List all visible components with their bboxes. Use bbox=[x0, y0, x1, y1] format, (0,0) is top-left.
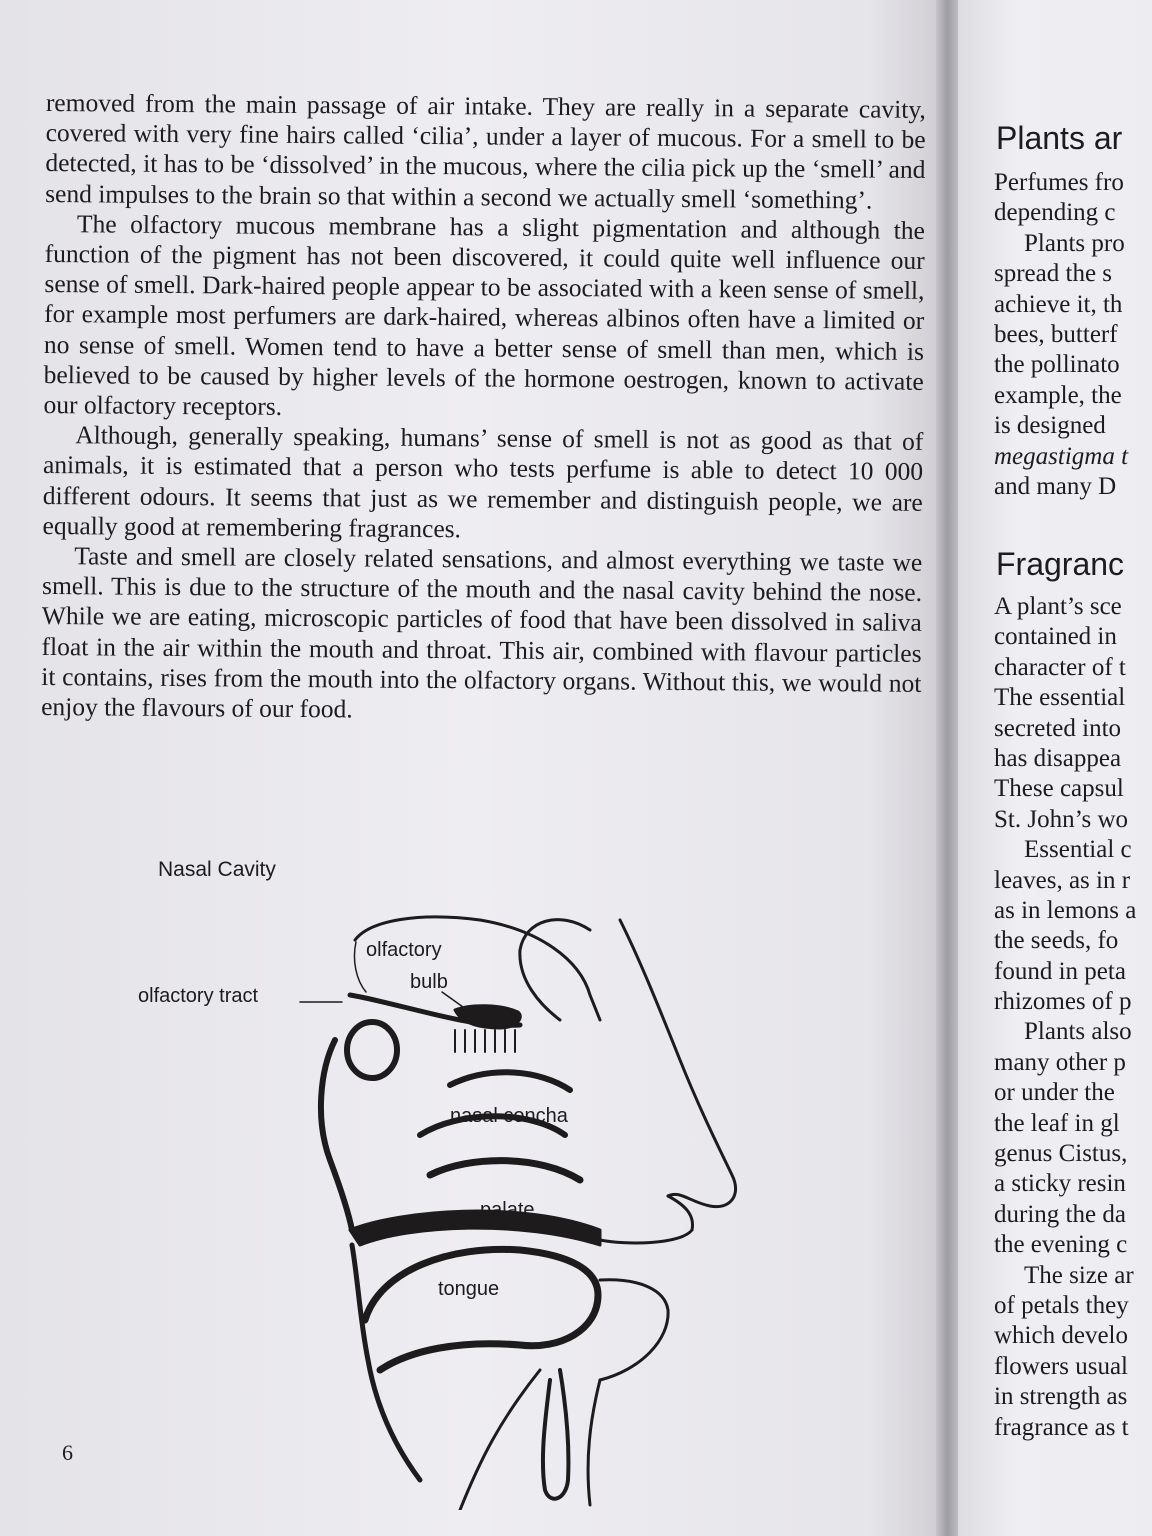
right-line: the leaf in gl bbox=[994, 1109, 1120, 1137]
right-line: which develo bbox=[994, 1322, 1128, 1350]
upper-lip bbox=[600, 1230, 692, 1243]
right-line: leaves, as in r bbox=[994, 866, 1131, 894]
right-line: and many D bbox=[994, 472, 1117, 500]
right-line: spread the s bbox=[994, 260, 1113, 288]
right-line: contained in bbox=[994, 623, 1117, 651]
right-line: has disappea bbox=[994, 744, 1122, 772]
right-line: depending c bbox=[994, 199, 1116, 227]
right-line: Perfumes fro bbox=[994, 169, 1124, 196]
right-line: flowers usual bbox=[994, 1352, 1128, 1380]
right-line: the evening c bbox=[994, 1231, 1128, 1259]
paragraph-4: Taste and smell are closely related sensations, and almost everything we taste we smell. This is due to the structure of the mouth and the nasal cavity behind the nose. While we are eating, microscopic particles of food that have been dissolved in saliva float in the air within the mouth and throat. This air, combined with flavour particles it contains, rises from the mouth into the olfactory organs. Without this, we would not enjoy the flavours of our food. bbox=[41, 541, 923, 724]
paragraph-1: removed from the main passage of air intake. They are really in a separate cavity, covered with very fine hairs called ‘cilia’, under a layer of mucous. For a smell to be detected, it has to be ‘dissolved’ in the mucous, where the cilia pick up the ‘smell’ and send impulses to the brain so that within a second we actually smell ‘something’. bbox=[45, 88, 926, 215]
figure-caption: Nasal Cavity bbox=[158, 858, 276, 881]
nose-profile bbox=[620, 920, 736, 1207]
right-page bbox=[958, 0, 1152, 1536]
right-line: St. John’s wo bbox=[994, 805, 1129, 833]
right-line: the pollinato bbox=[994, 351, 1120, 379]
jaw-bone bbox=[543, 1370, 569, 1499]
right-block-2 bbox=[994, 592, 1152, 1443]
right-line: in strength as bbox=[994, 1383, 1128, 1411]
label-olfactory-tract: olfactory tract bbox=[138, 985, 259, 1007]
tongue-shape bbox=[365, 1249, 598, 1370]
right-line: achieve it, th bbox=[994, 290, 1123, 318]
paragraph-3: Although, generally speaking, humans’ sense of smell is not as good as that of animals, it is estimated that a person who tests perfume is able to detect 10 000 different odours. It seems that just as we remember and distinguish people, we are equally good at remembering fragrances. bbox=[42, 420, 924, 544]
concha-upper bbox=[450, 1072, 570, 1090]
label-nasal-concha: nasal concha bbox=[450, 1105, 568, 1127]
label-olfactory: olfactory bbox=[366, 939, 442, 961]
right-block-1 bbox=[994, 168, 1152, 502]
right-line: as in lemons a bbox=[994, 896, 1137, 924]
right-line: Plants also bbox=[1024, 1018, 1132, 1046]
body-text bbox=[41, 88, 926, 729]
posterior-nasal-wall bbox=[321, 1040, 352, 1230]
right-line: many other p bbox=[994, 1048, 1126, 1076]
right-line: secreted into bbox=[994, 714, 1122, 742]
right-line: The essential bbox=[994, 684, 1126, 712]
right-line: genus Cistus, bbox=[994, 1140, 1128, 1168]
palate-shape bbox=[350, 1211, 600, 1245]
right-line: is designed bbox=[994, 412, 1106, 440]
lower-lip bbox=[600, 1280, 668, 1380]
page-number: 6 bbox=[62, 1440, 73, 1465]
sphenoid-sinus bbox=[347, 1022, 397, 1078]
right-line: fragrance as t bbox=[994, 1413, 1129, 1441]
nasal-cavity-diagram bbox=[120, 900, 760, 1510]
label-palate: palate bbox=[480, 1199, 535, 1221]
nostril bbox=[668, 1196, 693, 1230]
right-line: a sticky resin bbox=[994, 1170, 1126, 1198]
right-line: Plants pro bbox=[1024, 229, 1125, 257]
right-line: during the da bbox=[994, 1200, 1126, 1228]
right-line: example, the bbox=[994, 381, 1122, 409]
right-line: or under the bbox=[994, 1079, 1115, 1107]
right-line: megastigma t bbox=[994, 442, 1129, 470]
right-line: A plant’s sce bbox=[994, 593, 1122, 620]
label-tongue: tongue bbox=[438, 1278, 500, 1300]
right-line: found in peta bbox=[994, 957, 1126, 985]
olfactory-leader bbox=[354, 942, 366, 992]
right-line: of petals they bbox=[994, 1291, 1129, 1319]
olfactory-fibers bbox=[455, 1030, 515, 1052]
throat-line bbox=[460, 1370, 540, 1510]
heading-plants: Plants ar bbox=[996, 120, 1123, 156]
concha-lower bbox=[430, 1161, 580, 1180]
heading-fragrance: Fragranc bbox=[996, 546, 1125, 582]
right-line: the seeds, fo bbox=[994, 927, 1119, 955]
paragraph-2: The olfactory mucous membrane has a slight pigmentation and although the function of the pigment has not been discovered, it could quite well influence our sense of smell. Dark-haired people appear to be associated with a keen sense of smell, for example most perfumers are dark-haired, whereas albinos often have a limited or no sense of smell. Women tend to have a better sense of smell than men, which is believed to be caused by higher levels of the hormone oestrogen, known to activate our olfactory receptors. bbox=[43, 209, 926, 421]
right-line: These capsul bbox=[994, 775, 1124, 803]
right-line: character of t bbox=[994, 653, 1126, 681]
right-line: Essential c bbox=[1024, 836, 1132, 864]
right-line: rhizomes of p bbox=[994, 988, 1132, 1016]
chin-neck bbox=[588, 1380, 600, 1505]
label-bulb: bulb bbox=[410, 971, 448, 993]
right-line: bees, butterf bbox=[994, 320, 1118, 348]
right-line: The size ar bbox=[1024, 1261, 1134, 1289]
